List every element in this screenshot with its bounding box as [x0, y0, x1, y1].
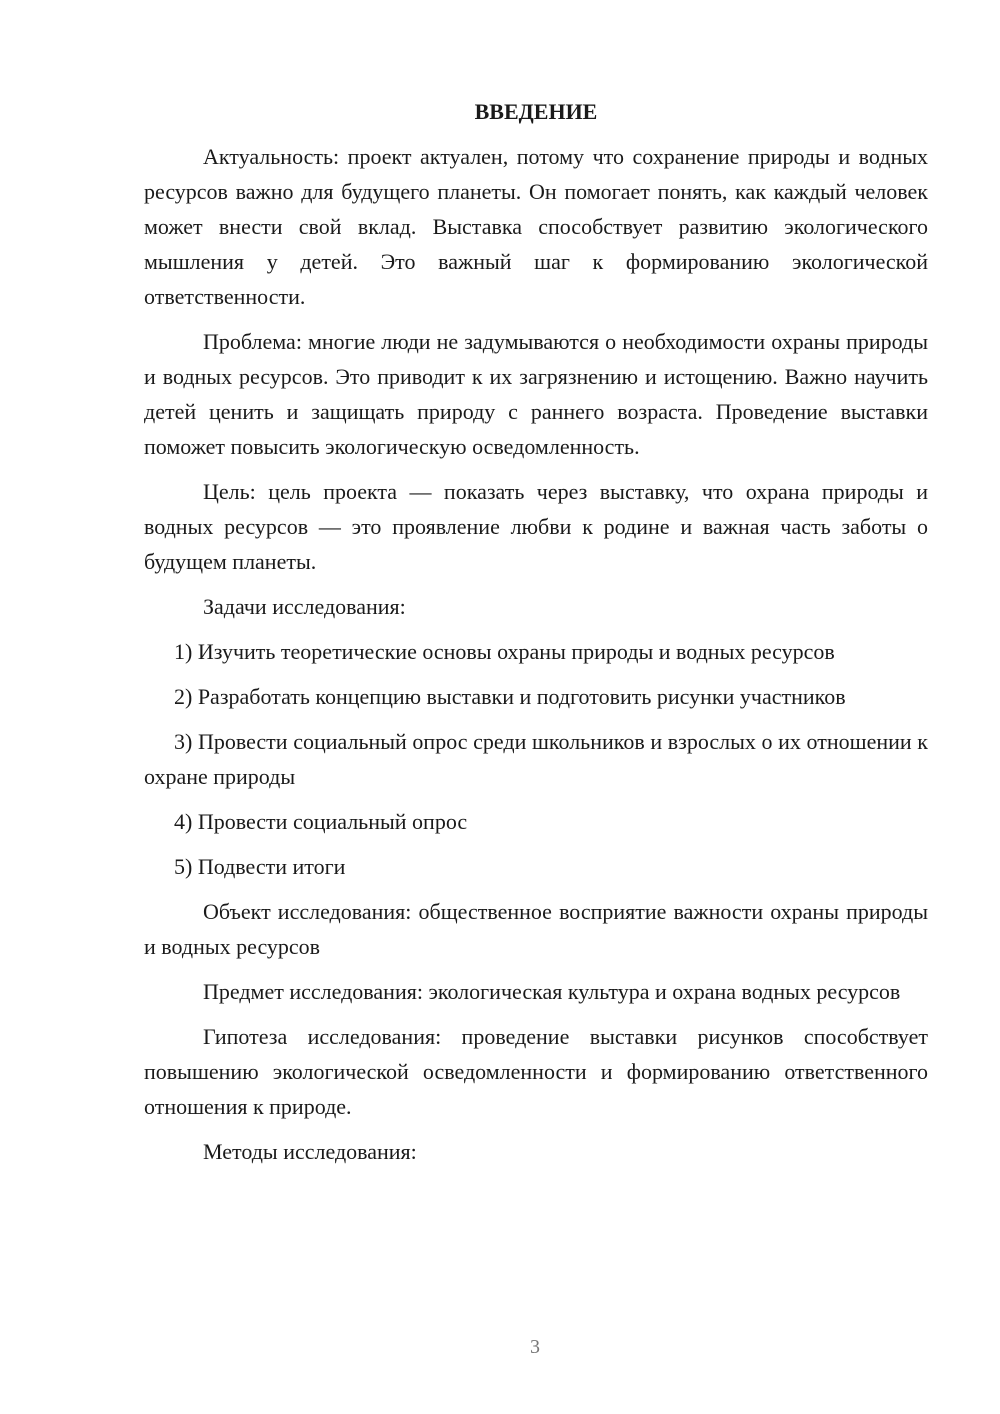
problem-paragraph: Проблема: многие люди не задумываются о необходимости охраны природы и водных ресурсов. Это приводит к их загрязнению и истощению. Важно научить детей ценить и защищать природу с раннего возраста. Проведение выставки поможет повысить экологическую осведомленность.	[144, 329, 928, 459]
subject-paragraph: Предмет исследования: экологическая культура и охрана водных ресурсов	[203, 979, 901, 1004]
tasks-heading: Задачи исследования:	[203, 594, 406, 619]
goal-paragraph: Цель: цель проекта — показать через выставку, что охрана природы и водных ресурсов — это проявление любви к родине и важная часть заботы о будущем планеты.	[144, 479, 928, 574]
hypothesis-paragraph: Гипотеза исследования: проведение выставки рисунков способствует повышению экологической осведомленности и формированию ответственного отношения к природе.	[144, 1024, 928, 1119]
task-item-2: 2) Разработать концепцию выставки и подготовить рисунки участников	[174, 684, 846, 709]
task-item-1: 1) Изучить теоретические основы охраны природы и водных ресурсов	[174, 639, 835, 664]
task-item-3: 3) Провести социальный опрос среди школьников и взрослых о их отношении к охране природы	[144, 729, 928, 789]
section-title: ВВЕДЕНИЕ	[474, 99, 598, 124]
page-content	[144, 94, 928, 1179]
object-paragraph: Объект исследования: общественное восприятие важности охраны природы и водных ресурсов	[144, 899, 928, 959]
methods-heading: Методы исследования:	[203, 1139, 417, 1164]
task-item-5: 5) Подвести итоги	[174, 854, 346, 879]
relevance-paragraph: Актуальность: проект актуален, потому что сохранение природы и водных ресурсов важно для будущего планеты. Он помогает понять, как каждый человек может внести свой вклад. Выставка способствует развитию экологического мышления у детей. Это важный шаг к формированию экологической ответственности.	[144, 144, 928, 309]
task-item-4: 4) Провести социальный опрос	[174, 809, 468, 834]
page-number: 3	[530, 1336, 540, 1358]
